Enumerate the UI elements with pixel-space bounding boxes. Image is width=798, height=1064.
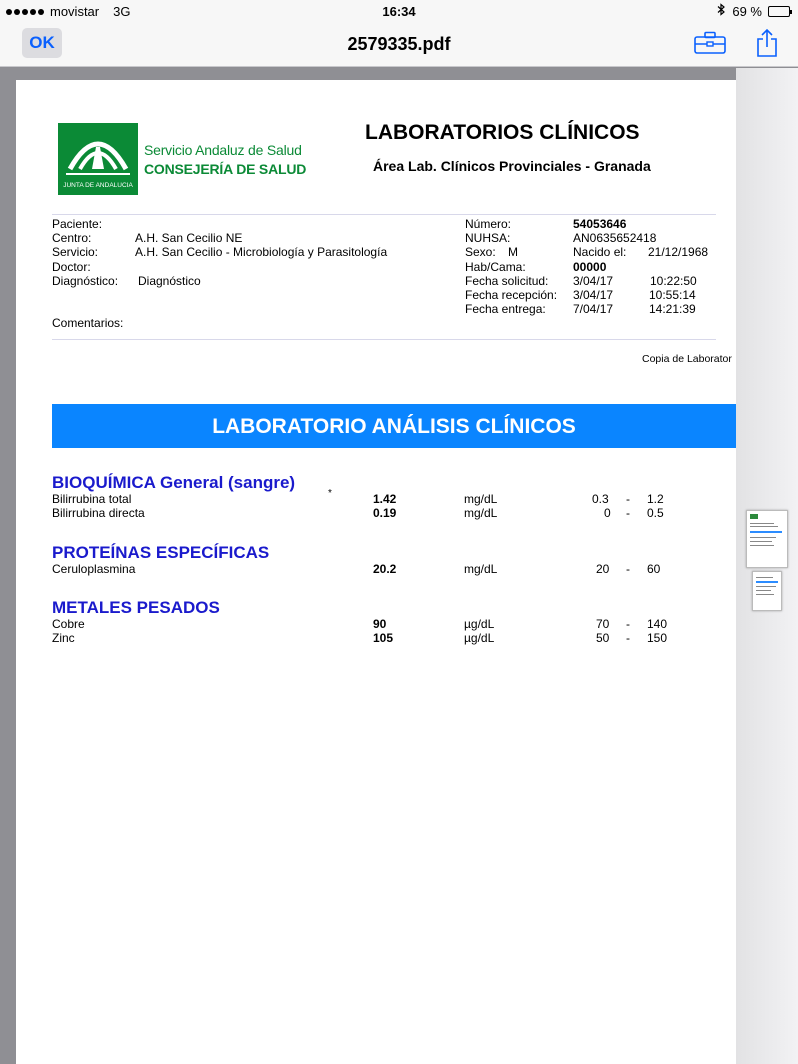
entrega-label: Fecha entrega: xyxy=(465,302,546,316)
solicitud-date: 3/04/17 xyxy=(573,274,614,288)
lab-title: LABORATORIOS CLÍNICOS xyxy=(365,121,640,144)
paciente-label: Paciente: xyxy=(52,217,103,231)
result-value: 105 xyxy=(373,631,394,645)
diagnostico-label: Diagnóstico: xyxy=(52,274,119,288)
range-low: 50 xyxy=(596,631,610,645)
result-name: Bilirrubina total xyxy=(52,492,132,506)
bluetooth-icon xyxy=(717,3,726,19)
result-value: 20.2 xyxy=(373,562,397,576)
result-unit: mg/dL xyxy=(464,562,498,576)
nacido-label: Nacido el: xyxy=(573,245,627,259)
battery-percent: 69 % xyxy=(732,3,762,19)
section-banner xyxy=(52,404,736,448)
diagnostico-value: Diagnóstico xyxy=(138,274,201,288)
numero-label: Número: xyxy=(465,217,512,231)
ok-button[interactable]: OK xyxy=(22,28,62,58)
share-icon[interactable] xyxy=(756,28,778,63)
result-unit: mg/dL xyxy=(464,492,498,506)
nuhsa-value: AN0635652418 xyxy=(573,231,657,245)
section-title: METALES PESADOS xyxy=(52,598,220,617)
range-low: 0 xyxy=(604,506,611,520)
logo-title: Servicio Andaluz de Salud xyxy=(144,142,302,158)
lab-subtitle: Área Lab. Clínicos Provinciales - Granada xyxy=(373,158,651,174)
centro-label: Centro: xyxy=(52,231,92,245)
result-name: Ceruloplasmina xyxy=(52,562,136,576)
result-unit: µg/dL xyxy=(464,617,495,631)
range-low: 20 xyxy=(596,562,610,576)
page-thumbnail-strip[interactable] xyxy=(736,68,798,1064)
range-high: 1.2 xyxy=(647,492,664,506)
logo-caption: JUNTA DE ANDALUCIA xyxy=(63,182,133,189)
result-flag: * xyxy=(328,488,332,499)
copy-note: Copia de Laborator xyxy=(642,353,732,365)
range-low: 0.3 xyxy=(592,492,609,506)
hab-value: 00000 xyxy=(573,260,607,274)
page-thumbnail-2[interactable] xyxy=(752,571,782,611)
sexo-value: M xyxy=(508,245,518,259)
pdf-page[interactable] xyxy=(16,80,736,1064)
recepcion-label: Fecha recepción: xyxy=(465,288,558,302)
battery-icon xyxy=(768,6,790,17)
result-name: Bilirrubina directa xyxy=(52,506,145,520)
result-name: Cobre xyxy=(52,617,85,631)
page-thumbnail-1[interactable] xyxy=(746,510,788,568)
banner-title: LABORATORIO ANÁLISIS CLÍNICOS xyxy=(212,415,576,438)
range-separator: - xyxy=(626,617,630,631)
comentarios-label: Comentarios: xyxy=(52,316,124,330)
solicitud-time: 10:22:50 xyxy=(650,274,697,288)
hab-label: Hab/Cama: xyxy=(465,260,526,274)
range-separator: - xyxy=(626,631,630,645)
logo-subtitle: CONSEJERÍA DE SALUD xyxy=(144,161,307,177)
doctor-label: Doctor: xyxy=(52,260,91,274)
status-right xyxy=(717,3,790,19)
servicio-label: Servicio: xyxy=(52,245,99,259)
toolbox-icon[interactable] xyxy=(694,31,726,60)
recepcion-date: 3/04/17 xyxy=(573,288,614,302)
recepcion-time: 10:55:14 xyxy=(649,288,696,302)
nuhsa-label: NUHSA: xyxy=(465,231,511,245)
status-bar xyxy=(0,0,798,22)
document-title: 2579335.pdf xyxy=(347,34,451,54)
result-unit: µg/dL xyxy=(464,631,495,645)
sexo-label: Sexo: xyxy=(465,245,496,259)
range-high: 0.5 xyxy=(647,506,664,520)
section-title: BIOQUÍMICA General (sangre) xyxy=(52,473,296,492)
range-separator: - xyxy=(626,562,630,576)
status-time: 16:34 xyxy=(382,4,416,19)
result-value: 1.42 xyxy=(373,492,397,506)
section-title: PROTEÍNAS ESPECÍFICAS xyxy=(52,543,270,562)
range-separator: - xyxy=(626,506,630,520)
nav-bar xyxy=(0,22,798,67)
result-name: Zinc xyxy=(52,631,75,645)
nacido-value: 21/12/1968 xyxy=(648,245,709,259)
centro-value: A.H. San Cecilio NE xyxy=(135,231,243,245)
header-divider xyxy=(52,214,716,215)
entrega-time: 14:21:39 xyxy=(649,302,696,316)
patient-divider xyxy=(52,339,716,340)
range-high: 150 xyxy=(647,631,668,645)
servicio-value: A.H. San Cecilio - Microbiología y Parasitología xyxy=(135,245,388,259)
pdf-viewer[interactable] xyxy=(0,68,798,1064)
entrega-date: 7/04/17 xyxy=(573,302,614,316)
carrier-name: movistar xyxy=(50,4,100,19)
numero-value: 54053646 xyxy=(573,217,627,231)
junta-andalucia-logo xyxy=(58,123,138,195)
result-unit: mg/dL xyxy=(464,506,498,520)
range-separator: - xyxy=(626,492,630,506)
network-type: 3G xyxy=(113,4,131,19)
range-high: 140 xyxy=(647,617,668,631)
range-low: 70 xyxy=(596,617,610,631)
solicitud-label: Fecha solicitud: xyxy=(465,274,549,288)
range-high: 60 xyxy=(647,562,661,576)
result-value: 90 xyxy=(373,617,387,631)
result-value: 0.19 xyxy=(373,506,397,520)
